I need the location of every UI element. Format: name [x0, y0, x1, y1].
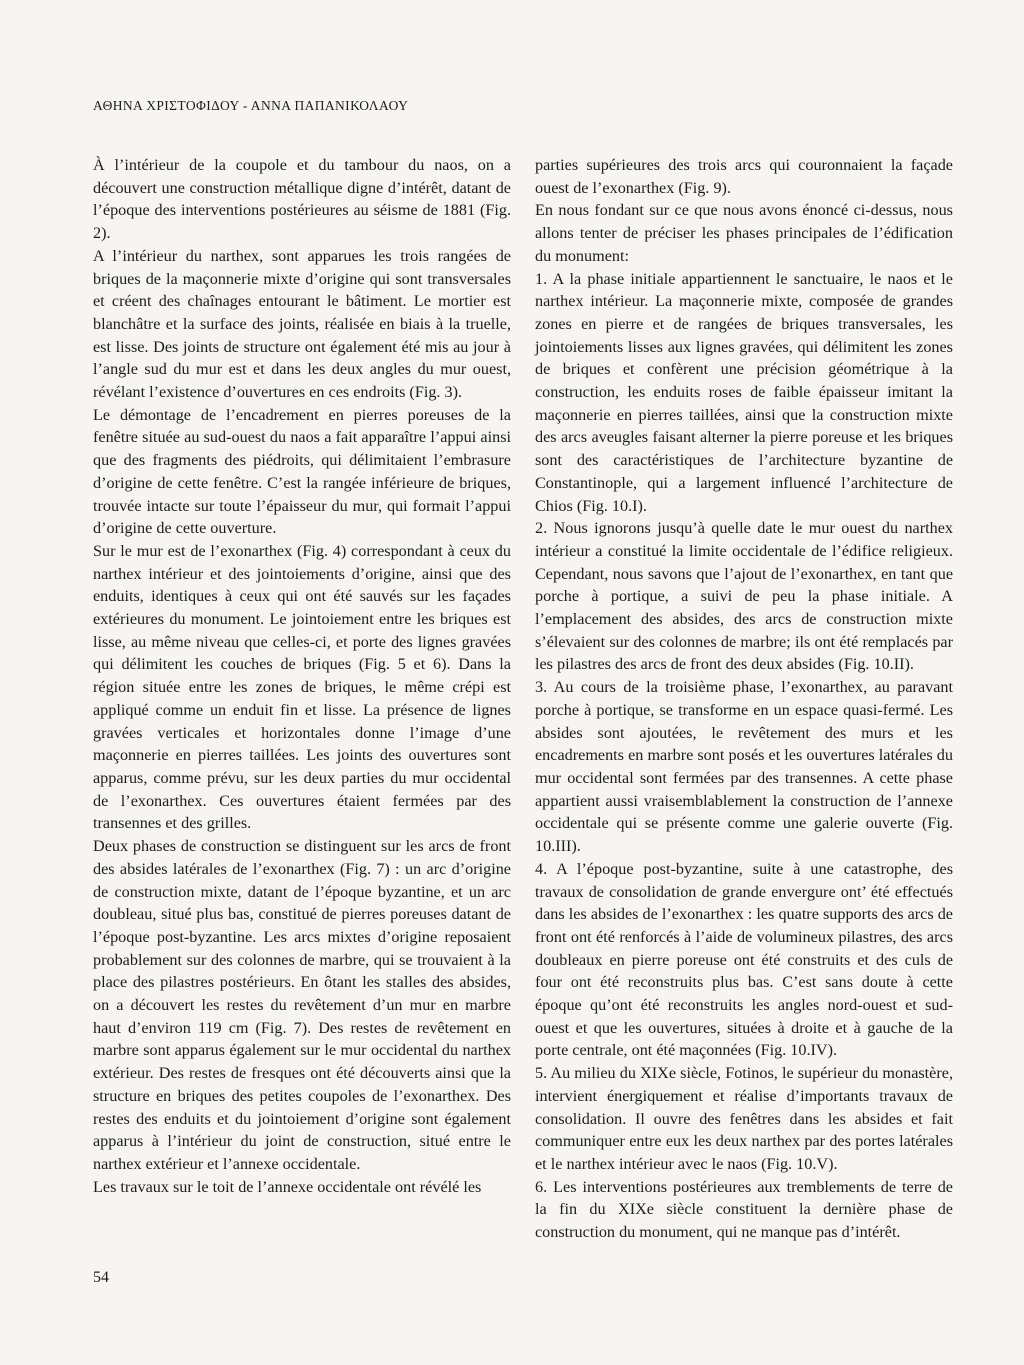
- paragraph: A l’intérieur du narthex, sont apparues les trois rangées de briques de la maçonnerie mixte d’origine qui sont transversales et créent des chaînages entourant le bâtiment. Le mortier est blanchâtre et la surface des joints, réalisée en biais à la truelle, est lisse. Des joints de structure ont également été mis au jour à l’angle sud du mur est et dans les deux angles du mur ouest, révélant l’existence d’ouvertures en ces endroits (Fig. 3).: [93, 246, 511, 402]
- paragraph: Deux phases de construction se distinguent sur les arcs de front des absides latérales de l’exonarthex (Fig. 7) : un arc d’origine de construction mixte, datant de l’époque byzantine, et un arc doubleau, situé plus bas, constitué de pierres poreuses datant de l’époque post-byzantine. Les arcs mixtes d’origine reposaient probablement sur des colonnes de marbre, qui se trouvaient à la place des pilastres postérieurs. En ôtant les stalles des absides, on a découvert les restes du revêtement d’un mur en marbre haut d’environ 119 cm (Fig. 7). Des restes de revêtement en marbre sont apparus également sur le mur occidental du narthex extérieur. Des restes de fresques ont été découverts ainsi que la structure en briques des petites coupoles de l’exonarthex. Des restes des enduits et du jointoiement d’origine sont également apparus à l’intérieur du joint de construction, situé entre le narthex extérieur et l’annexe occidentale.: [93, 837, 511, 1173]
- paragraph: 5. Au milieu du XIXe siècle, Fotinos, le supérieur du monastère, intervient énergiquement et réalise d’importants travaux de consolidation. Il ouvre des fenêtres dans les absides et fait communiquer entre eux les deux narthex par des portes latérales et le narthex intérieur avec le naos (Fig. 10.V).: [535, 1064, 953, 1173]
- paragraph: Les travaux sur le toit de l’annexe occidentale ont révélé les: [93, 1177, 482, 1196]
- paragraph: 4. A l’époque post-byzantine, suite à une catastrophe, des travaux de consolidation de grande envergure ont’ été effectués dans les absides de l’exonarthex : les quatre supports des arcs de front ont été renforcés à l’aide de volumineux pilastres, des arcs doubleaux en pierre poreuse ont été construits et des culs de four ont été reconstruits plus bas. C’est sans doute à cette époque qu’ont été reconstruits les angles nord-ouest et sud-ouest et que les ouvertures, situées à droite et à gauche de la porte centrale, ont été maçonnées (Fig. 10.IV).: [535, 859, 953, 1060]
- paragraph: Sur le mur est de l’exonarthex (Fig. 4) correspondant à ceux du narthex intérieur et des jointoiements d’origine, ainsi que des enduits, identiques à ceux qui ont été sauvés sur les façades extérieures du monument. Le jointoiement entre les briques est lisse, au même niveau que celles-ci, et porte des lignes gravées qui délimitent les couches de briques (Fig. 5 et 6). Dans la région située entre les zones de briques, le même crépi est appliqué comme un enduit fin et lisse. La présence de lignes gravées verticales et horizontales donne l’image d’une maçonnerie en pierres taillées. Les joints des ouvertures sont apparus, comme prévu, sur les deux parties du mur occidental de l’exonarthex. Ces ouvertures étaient fermées par des transennes et des grilles.: [93, 541, 511, 833]
- paragraph: 2. Nous ignorons jusqu’à quelle date le mur ouest du narthex intérieur a constitué la limite occidentale de l’édifice religieux. Cependant, nous savons que l’ajout de l’exonarthex, en tant que porche à portique, a suivi de peu la phase initiale. A l’emplacement des absides, des arcs de construction mixte s’élevaient sur des colonnes de marbre; ils ont été remplacés par les pilastres des arcs de front des deux absides (Fig. 10.II).: [535, 519, 953, 674]
- paragraph: 6. Les interventions postérieures aux tremblements de terre de la fin du XIXe siècle constituent la dernière phase de construction du monument, qui ne manque pas d’intérêt.: [535, 1177, 953, 1242]
- paragraph: parties supérieures des trois arcs qui couronnaient la façade ouest de l’exonarthex (Fig. 9).: [535, 156, 953, 197]
- paragraph: En nous fondant sur ce que nous avons énoncé ci-dessus, nous allons tenter de préciser les phases principales de l’édification du monument:: [535, 201, 953, 265]
- left-column: [93, 154, 511, 1198]
- running-head: ΑΘΗΝΑ ΧΡΙΣΤΟΦΙΔΟΥ - ΑΝΝΑ ΠΑΠΑΝΙΚΟΛΑΟΥ: [93, 98, 409, 113]
- right-column: [535, 154, 953, 1244]
- paragraph: 3. Au cours de la troisième phase, l’exonarthex, au paravant porche à portique, se transforme en un espace quasi-fermé. Les absides sont ajoutées, le revêtement des murs et les encadrements en marbre sont posés et les ouvertures latérales du mur occidental sont fermées par des transennes. A cette phase appartient aussi vraisemblablement la construction de l’annexe occidentale qui se présente comme une galerie ouverte (Fig. 10.III).: [535, 678, 953, 856]
- page-number: 54: [93, 1269, 109, 1286]
- paragraph: Le démontage de l’encadrement en pierres poreuses de la fenêtre située au sud-ouest du naos a fait apparaître l’appui ainsi que des fragments des piédroits, qui délimitaient l’embrasure d’origine de cette fenêtre. C’est la rangée inférieure de briques, trouvée intacte sur toute l’épaisseur du mur, qui formait l’appui d’origine de cette ouverture.: [93, 405, 511, 538]
- paragraph: À l’intérieur de la coupole et du tambour du naos, on a découvert une construction métallique digne d’intérêt, datant de l’époque des interventions postérieures au séisme de 1881 (Fig. 2).: [93, 156, 511, 243]
- paragraph: 1. A la phase initiale appartiennent le sanctuaire, le naos et le narthex intérieur. La maçonnerie mixte, composée de grandes zones en pierre et de rangées de briques transversales, les jointoiements lisses aux lignes gravées, qui délimitent les zones de briques et confèrent une précision géométrique à la construction, les enduits roses de faible épaisseur imitant la maçonnerie en pierres taillées, ainsi que la construction mixte des arcs aveugles faisant alterner la pierre poreuse et les briques sont des caractéristiques de l’architecture byzantine de Constantinople, qui a largement influencé l’architecture de Chios (Fig. 10.I).: [535, 269, 953, 515]
